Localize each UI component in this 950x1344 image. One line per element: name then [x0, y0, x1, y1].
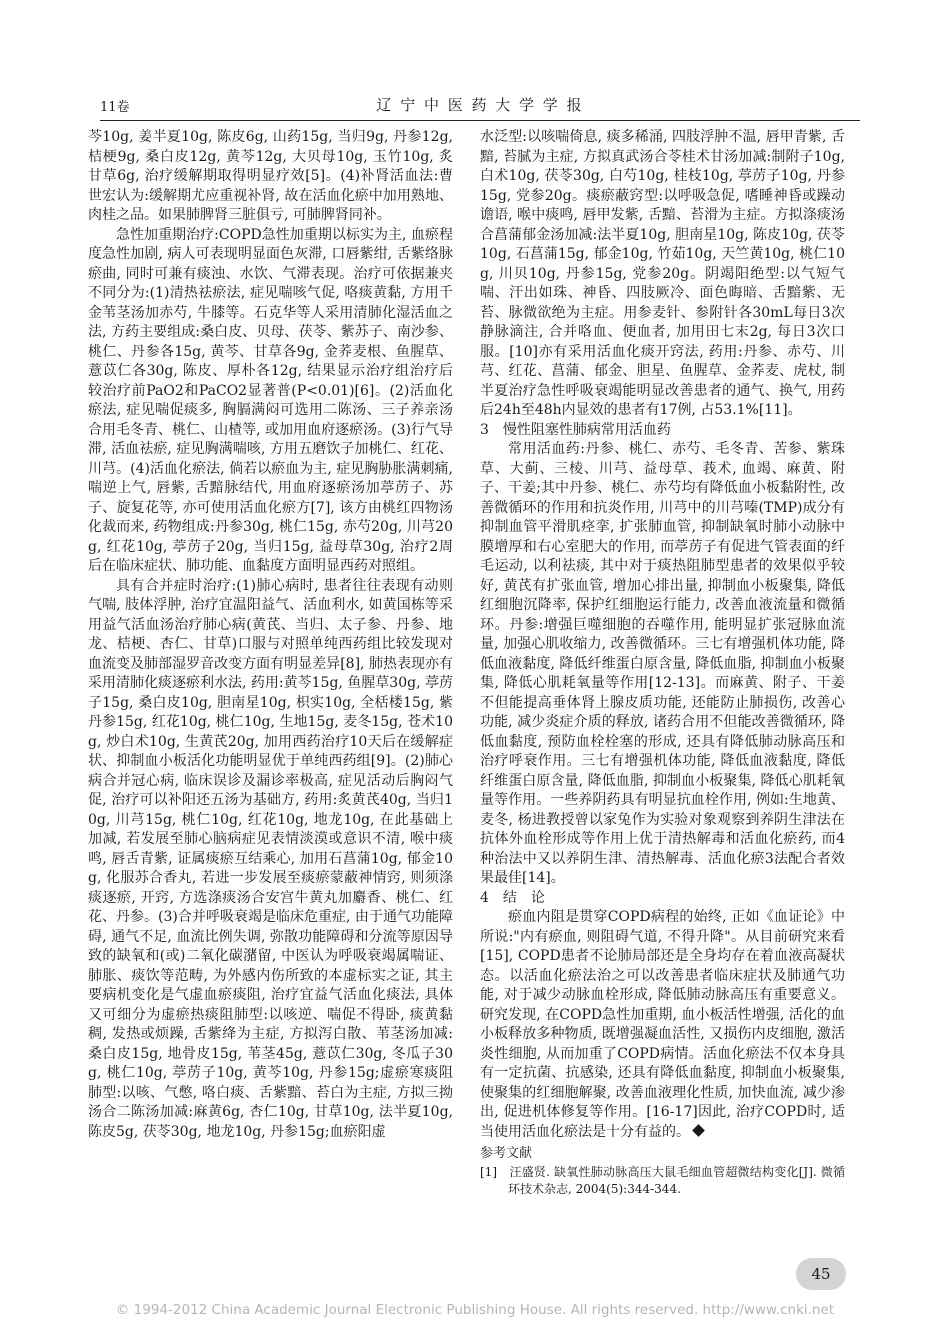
- section-heading: 3 慢性阻塞性肺病常用活血药: [480, 421, 671, 438]
- copyright-footer: © 1994-2012 China Academic Journal Electronic Publishing House. All rights reserved. http://www.cnki.net: [115, 1302, 835, 1318]
- references-title: 参考文献: [480, 1146, 533, 1161]
- reference-item: [1] 汪盛贤. 缺氧性肺动脉高压大鼠毛细血管超微结构变化[J]. 微循环技术杂志, 2004(5):344-344.: [480, 1164, 845, 1196]
- right-column: [480, 128, 845, 1198]
- left-column: [88, 128, 453, 1142]
- paragraph: 常用活血药:丹参、桃仁、赤芍、毛冬青、苦参、紫珠草、大蓟、三棱、川芎、益母草、莪术, 血竭、麻黄、附子、干姜;其中丹参、桃仁、赤芍均有降低血小板黏附性, 改善微循环的作用和抗炎作用, 川芎中的川芎嗪(TMP)成分有抑制血管平滑肌痉挛, 扩张肺血管, 抑制缺氧时肺小动脉中膜增厚和右心室肥大的作用, 而葶苈子有促进气管表面的纤毛运动, 以利祛痰, 其中对于痰热阻肺型患者的效果似乎较好, 黄芪有扩张血管, 增加心排出量, 抑制血小板聚集, 降低红细胞沉降率, 保护红细胞运行能力, 改善血液流量和微循环。丹参:增强巨噬细胞的吞噬作用, 能明显扩张冠脉血流量, 加强心肌收缩力, 改善微循环。三七有增强机体功能, 降低血液黏度, 降低纤维蛋白原含量, 降低血脂, 抑制血小板聚集, 降低心肌耗氧量等作用[12-13]。而麻黄、附子、干姜不但能提高垂体肾上腺皮质功能, 还能防止肺损伤, 改善心功能, 减少炎症介质的释放, 诸药合用不但能改善微循环, 降低血黏度, 预防血栓栓塞的形成, 还具有降低肺动脉高压和治疗呼衰作用。三七有增强机体功能, 降低血液黏度, 降低纤维蛋白原含量, 降低血脂, 抑制血小板聚集, 降低心肌耗氧量等作用。一些养阴药具有明显抗血栓作用, 例如:生地黄、麦冬, 杨进教授曾以家兔作为实验对象观察到养阴生津法在抗体外血栓形成等作用上优于清热解毒和活血化瘀药, 而4种治法中又以养阴生津、清热解毒、活血化瘀3法配合者效果最佳[14]。: [480, 441, 845, 886]
- conclusion-text: 瘀血内阻是贯穿COPD病程的始终, 正如《血证论》中所说:"内有瘀血, 则阻碍气道, 不得升降"。从目前研究来看[15], COPD患者不论肺局部还是全身均存在着血液高凝状态。以活血化瘀法治之可以改善患者临床症状及肺通气功能, 对于减少动脉血栓形成, 降低肺动脉高压有重要意义。研究发现, 在COPD急性加重期, 血小板活性增强, 活化的血小板释放多种物质, 既增强凝血活性, 又损伤内皮细胞, 激活炎性细胞, 从而加重了COPD病情。活血化瘀法不仅本身具有一定抗菌、抗感染, 还具有降低血黏度, 抑制血小板聚集, 使聚集的红细胞解聚, 改善血液理化性质, 加快血流, 减少渗出, 促进机体修复等作用。[16-17]因此, 治疗COPD时, 适当使用活血化瘀法是十分有益的。: [480, 909, 845, 1140]
- paragraph: 具有合并症时治疗:(1)肺心病时, 患者往往表现有动则气喘, 肢体浮肿, 治疗宜温阳益气、活血利水, 如黄国栋等采用益气活血汤治疗肺心病(黄芪、当归、太子参、丹参、地龙、桔梗、杏仁、甘草)口服与对照单纯西药组比较发现对血流变及肺部湿罗音改变方面有明显差异[8], 肺热表现亦有采用清肺化痰逐瘀利水法, 药用:黄芩15g, 鱼腥草30g, 葶苈子15g, 桑白皮10g, 胆南星10g, 枳实10g, 全栝楼15g, 紫丹参15g, 红花10g, 桃仁10g, 生地15g, 麦冬15g, 苍术10g, 炒白术10g, 生黄芪20g, 加用西药治疗10天后在缓解症状、抑制血小板活化功能明显优于单纯西药组[9]。(2)肺心病合并冠心病, 临床误诊及漏诊率极高, 症见活动后胸闷气促, 治疗可以补阳还五汤为基础方, 药用:炙黄芪40g, 当归10g, 川芎15g, 桃仁10g, 红花10g, 地龙10g, 在此基础上加减, 若发展至肺心脑病症见表情淡漠或意识不清, 喉中痰鸣, 唇舌青紫, 证属痰瘀互结乘心, 加用石菖蒲10g, 郁金10g, 化服苏合香丸, 若进一步发展至痰瘀蒙蔽神情窍, 则须涤痰逐瘀, 开窍, 方选涤痰汤合安宫牛黄丸加麝香、桃仁、红花、丹参。(3)合并呼吸衰竭是临床危重症, 由于通气功能障碍, 通气不足, 血流比例失调, 弥散功能障碍和分流等原因导致的缺氧和(或)二氧化碳潴留, 中医认为呼吸衰竭属喘证、肺胀、痰饮等范畴, 为外感内伤所致的本虚标实之证, 其主要病机变化是气虚血瘀痰阻, 治疗宜益气活血化痰法, 具体又可细分为虚瘀热痰阻肺型:以咳逆、喘促不得卧, 痰黄黏稠, 发热或烦躁, 舌紫绛为主症, 方拟泻白散、苇茎汤加减:桑白皮15g, 地骨皮15g, 苇茎45g, 薏苡仁30g, 冬瓜子30g, 桃仁10g, 葶苈子10g, 黄芩10g, 丹参15g;虚瘀寒痰阻肺型:以咳、气憋, 咯白痰、舌紫黯、苔白为主症, 方拟三拗汤合二陈汤加减:麻黄6g, 杏仁10g, 甘草10g, 法半夏10g, 陈皮5g, 茯苓30g, 地龙10g, 丹参15g;血瘀阳虚: [88, 577, 453, 1140]
- end-diamond-icon: [692, 1124, 705, 1137]
- paragraph: 水泛型:以咳喘倚息, 痰多稀涌, 四肢浮肿不温, 唇甲青紫, 舌黯, 苔腻为主症, 方拟真武汤合苓桂术甘汤加减:制附子10g, 白术10g, 茯苓30g, 白芍10g, 桂枝10g, 葶苈子10g, 丹参15g, 党参20g。痰瘀蔽窍型:以呼吸急促, 嗜睡神昏或躁动谵语, 喉中痰鸣, 唇甲发紫, 舌黯、苔滑为主症。方拟涤痰汤合菖蒲郁金汤加减:法半夏10g, 胆南星10g, 陈皮10g, 茯苓10g, 石菖蒲15g, 郁金10g, 竹茹10g, 天竺黄10g, 桃仁10g, 川贝10g, 丹参15g, 党参20g。阴竭阳绝型:以气短气喘、汗出如珠、神昏、四肢厥冷、面色晦暗、舌黯紫、无苔、脉微欲绝为主症。用参麦针、参附针各30mL每日3次静脉滴注, 合并咯血、便血者, 加用田七末2g, 每日3次口服。[10]亦有采用活血化痰开窍法, 药用:丹参、赤芍、川芎、红花、菖蒲、郁金、胆星、鱼腥草、金荞麦、虎杖, 制半夏治疗急性呼吸衰竭能明显改善患者的通气、换气, 用药后24h至48h内显效的患者有17例, 占53.1%[11]。: [480, 129, 845, 418]
- section-heading: 4 结 论: [480, 889, 545, 906]
- running-header: [100, 94, 860, 121]
- journal-name: 辽 宁 中 医 药 大 学 学 报: [376, 96, 584, 114]
- volume-label: 11卷: [100, 100, 130, 115]
- paragraph: 芩10g, 姜半夏10g, 陈皮6g, 山药15g, 当归9g, 丹参12g, 桔梗9g, 桑白皮12g, 黄芩12g, 大贝母10g, 玉竹10g, 炙甘草6g, 治疗缓解期取得明显疗效[5]。(4)补肾活血法:曹世宏认为:缓解期尤应重视补肾, 故在活血化瘀中加用熟地、肉桂之品。如果肺脾肾三脏俱亏, 可肺脾肾同补。: [88, 129, 453, 223]
- page-number: 45: [796, 1258, 846, 1290]
- paragraph: 急性加重期治疗:COPD急性加重期以标实为主, 血瘀程度急性加剧, 病人可表现明显面色灰滞, 口唇紫绀, 舌紫络脉瘀曲, 同时可兼有痰浊、水饮、气滞表现。治疗可依据兼夹不同分为:(1)清热祛瘀法, 症见喘咳气促, 咯痰黄黏, 方用千金苇茎汤加赤芍, 牛膝等。石克华等人采用清肺化湿活血之法, 方药主要组成:桑白皮、贝母、茯苓、紫苏子、南沙参、桃仁、丹参各15g, 黄芩、甘草各9g, 金荞麦根、鱼腥草、薏苡仁各30g, 陈皮、厚朴各12g, 结果显示治疗组治疗后较治疗前PaO2和PaCO2显著普(P<0.01)[6]。(2)活血化瘀法, 症见喘促痰多, 胸膈满闷可选用二陈汤、三子养亲汤合用毛冬青、桃仁、山楂等, 或加用血府逐瘀汤。(3)行气导滞, 活血祛瘀, 症见胸满喘咳, 方用五磨饮子加桃仁、红花、川芎。(4)活血化瘀法, 倘若以瘀血为主, 症见胸胁胀满刺痛, 喘逆上气, 唇紫, 舌黯脉结代, 用血府逐瘀汤加葶苈子、苏子、旋复花等, 亦可使用活血化瘀方[7], 该方由桃红四物汤化裁而来, 药物组成:丹参30g, 桃仁15g, 赤芍20g, 川芎20g, 红花10g, 葶苈子20g, 当归15g, 益母草30g, 治疗2周后在临床症状、肺功能、血黏度方面明显西药对照组。: [88, 226, 453, 574]
- paragraph: [480, 908, 845, 1142]
